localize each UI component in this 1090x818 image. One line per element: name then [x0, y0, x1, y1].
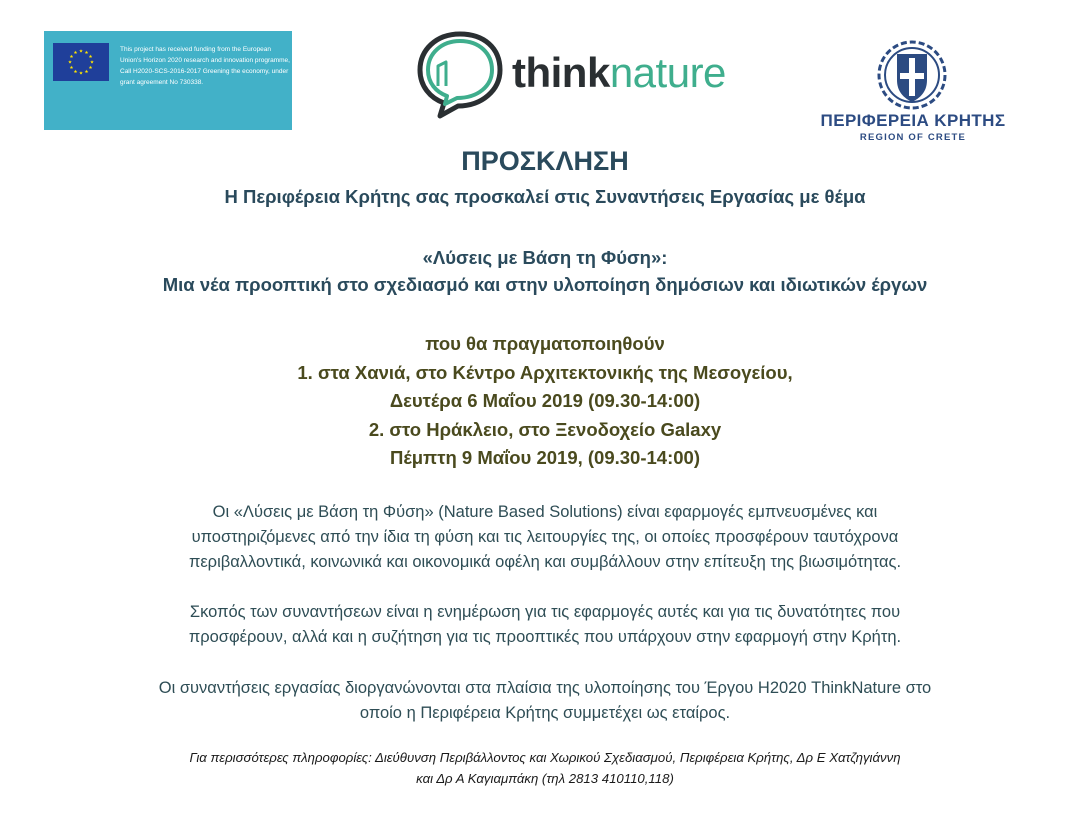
topic-line-1: «Λύσεις με Βάση τη Φύση»: [422, 247, 668, 268]
thinknature-logo [414, 28, 759, 120]
schedule-item-2-date: Πέμπτη 9 Μαΐου 2019, (09.30-14:00) [390, 447, 700, 468]
footer-line-1: Για περισσότερες πληροφορίες: Διεύθυνση Περιβάλλοντος και Χωρικού Σχεδιασμού, Περιφέρεια Κρήτης, Δρ Ε Χατζηγιάννη [189, 750, 901, 765]
footer-line-2: και Δρ Α Καγιαμπάκη (τηλ 2813 410110,118) [416, 771, 674, 786]
invitation-intro: Η Περιφέρεια Κρήτης σας προσκαλεί στις Συναντήσεις Εργασίας με θέμα [224, 186, 866, 207]
paragraph-organisation [0, 676, 1090, 726]
paragraph-line: Οι συναντήσεις εργασίας διοργανώνονται στα πλαίσια της υλοποίησης του Έργου Η2020 ThinkNature στο [158, 679, 932, 697]
schedule [0, 330, 1090, 473]
eu-funding-banner [44, 31, 292, 130]
invitation-topic [0, 244, 1090, 298]
contact-footer [0, 747, 1090, 789]
paragraph-definition [0, 500, 1090, 575]
crete-name-english: REGION OF CRETE [859, 132, 967, 143]
paragraph-line: Σκοπός των συναντήσεων είναι η ενημέρωση για τις εφαρμογές αυτές και για τις δυνατότητες που [189, 603, 901, 621]
paragraph-line: υποστηριζόμενες από την ίδια τη φύση και τις λειτουργίες της, οι οποίες προσφέρουν ταυτόχρονα [191, 528, 899, 546]
paragraph-line: προσφέρουν, αλλά και η συζήτηση για τις προοπτικές που υπάρχουν στην εφαρμογή στην Κρήτη. [188, 628, 902, 646]
paragraph-purpose [0, 600, 1090, 650]
paragraph-line: Οι «Λύσεις με Βάση τη Φύση» (Nature Based Solutions) είναι εφαρμογές εμπνευσμένες και [212, 503, 878, 521]
paragraph-line: οποίο η Περιφέρεια Κρήτης συμμετέχει ως εταίρος. [359, 704, 731, 722]
speech-bubble-city-icon [414, 28, 506, 120]
greek-coat-of-arms-icon [876, 40, 948, 110]
invitation-title: ΠΡΟΣΚΛΗΣΗ [461, 146, 629, 176]
crete-name-greek: ΠΕΡΙΦΕΡΕΙΑ ΚΡΗΤΗΣ [820, 111, 1006, 130]
schedule-item-2-place: 2. στο Ηράκλειο, στο Ξενοδοχείο Galaxy [368, 418, 722, 440]
schedule-lead: που θα πραγματοποιηθούν [425, 333, 665, 354]
region-of-crete-logo [818, 40, 1008, 146]
thinknature-word-nature: nature [609, 49, 726, 96]
eu-funding-text: This project has received funding from the European Union's Horizon 2020 research and innovation programme, Call H2020-SCS-2016-2017 Greening the economy, under grant agreement No 730338. [120, 46, 290, 86]
topic-line-2: Μια νέα προοπτική στο σχεδιασμό και στην υλοποίηση δημόσιων και ιδιωτικών έργων [162, 274, 928, 295]
eu-flag-icon [53, 43, 109, 81]
paragraph-line: περιβαλλοντικά, κοινωνικά και οικονομικά οφέλη και συμβάλλουν στην επίτευξη της βιωσιμότητας. [188, 553, 902, 571]
thinknature-wordmark [512, 48, 726, 98]
schedule-item-1-date: Δευτέρα 6 Μαΐου 2019 (09.30-14:00) [389, 390, 701, 411]
schedule-item-1-place: 1. στα Χανιά, στο Κέντρο Αρχιτεκτονικής της Μεσογείου, [297, 361, 793, 383]
thinknature-word-think: think [512, 49, 610, 96]
